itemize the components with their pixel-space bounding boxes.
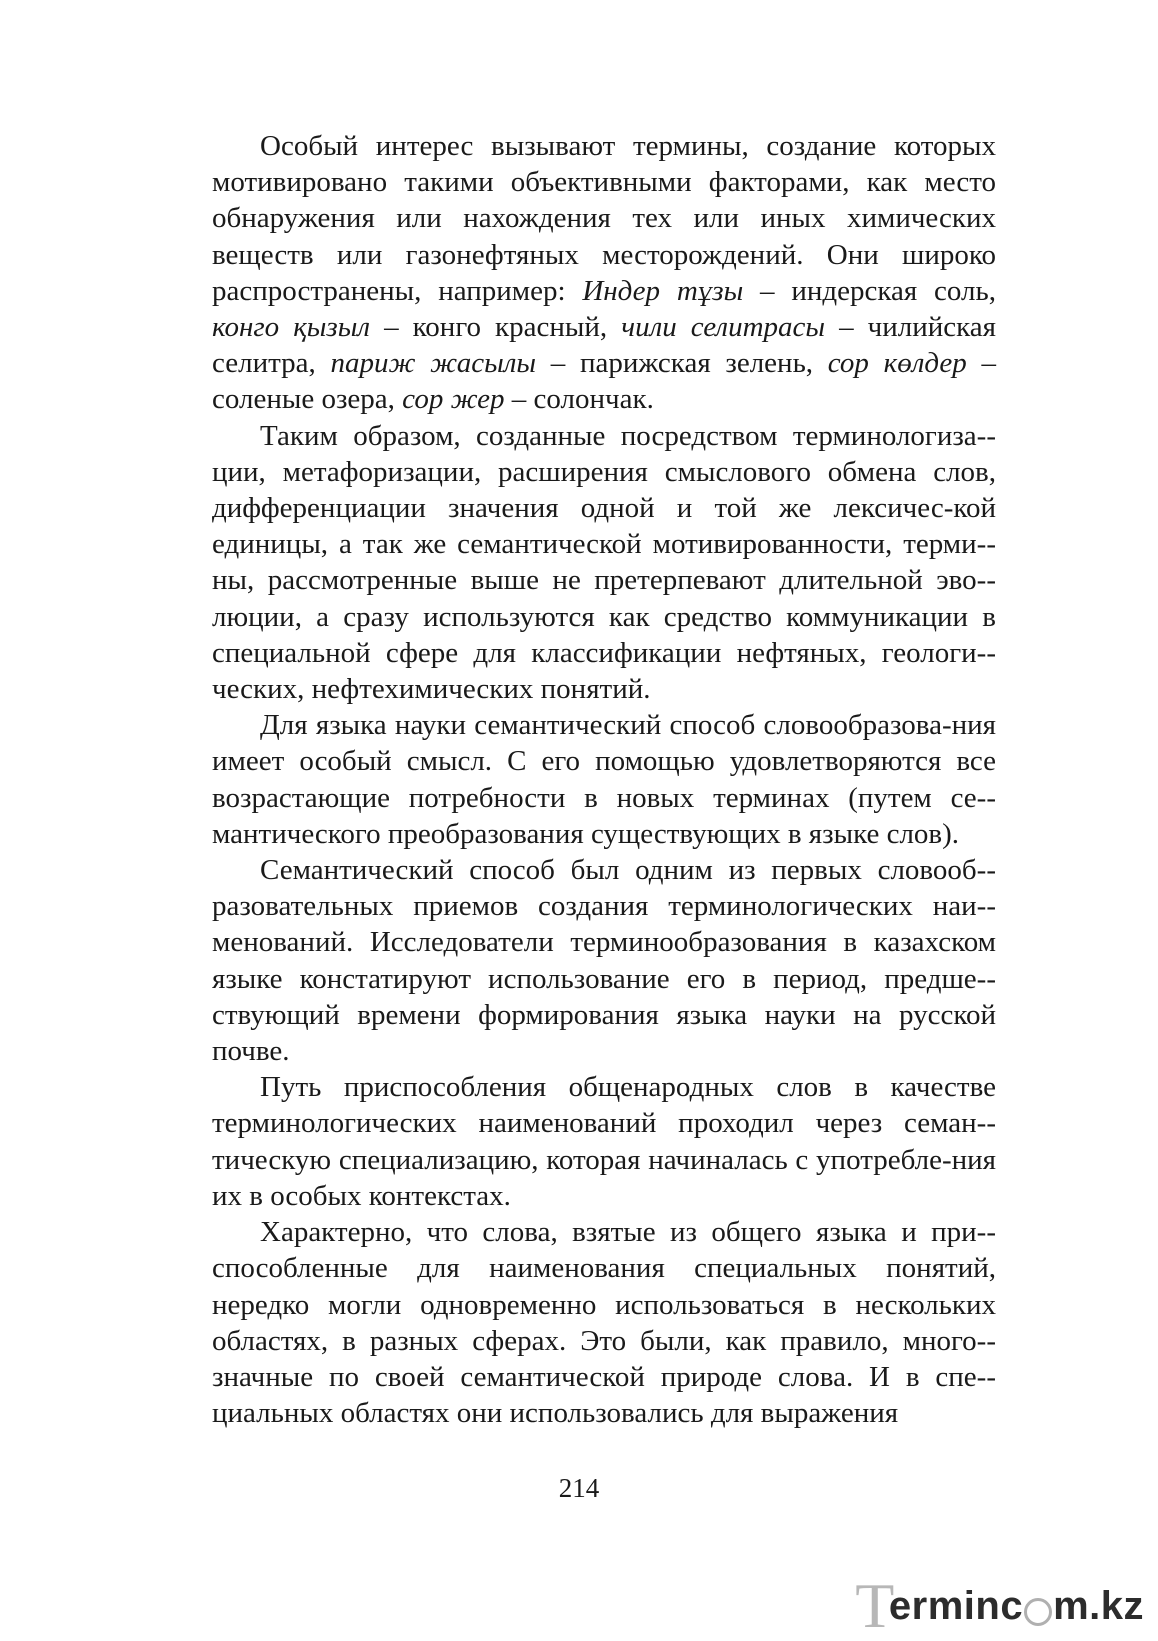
logo-letter: T [855,1570,895,1641]
text-run: – парижская зелень, [536,347,828,380]
italic-term: париж жасылы [330,347,537,380]
termincom-logo [855,1570,1144,1641]
italic-term: сор жер [402,383,505,416]
paragraph [212,1069,996,1214]
text-run: – конго красный, [370,311,622,344]
text-run: – индерская соль, [743,274,996,307]
text-run: Особый интерес вызывают термины, создание которых мотивировано такими объективными факторами, как место обнаружения или нахождения тех или иных химических веществ или газонефтяных месторождений. Они широко распространены, например: [212,130,996,307]
italic-term: чили селитрасы [621,311,826,344]
italic-term: конго қызыл [212,311,371,344]
text-run: Таким образом, созданные посредством терминологиза-ции, метафоризации, расширения смыслового обмена слов, дифференциации значения одной и той же лексичес-кой единицы, а так же семантической мотивированности, терми-ны, рассмотренные выше не претерпевают длительной эво-люции, а сразу используются как средство коммуникации в специальной сфере для классификации нефтяных, геологи-ческих, нефтехимических понятий. [212,419,996,706]
logo-text-part2: m.kz [1053,1584,1144,1628]
paragraph [212,852,996,1069]
text-run: – солончак. [504,383,654,416]
italic-term: Индер тұзы [582,274,744,307]
text-run: Путь приспособления общенародных слов в качестве терминологических наименований проходил через семан-тическую специализацию, которая начиналась с употребле-ния их в особых контекстах. [212,1071,996,1212]
text-run: Характерно, что слова, взятые из общего языка и при-способленные для наименования специальных понятий, нередко могли одновременно использоваться в нескольких областях, в разных сферах. Это были, как правило, много-значные по своей семантической природе слова. И в спе-циальных областях они использовались для выражения [212,1216,996,1430]
text-run: – соленые озера, [212,347,996,416]
italic-term: сор көлдер [827,347,967,380]
logo-text-part1: erminc [888,1584,1024,1628]
magnifier-icon [1024,1598,1052,1626]
paragraph [212,1214,996,1431]
paragraph [212,418,996,708]
text-run: Семантический способ был одним из первых словооб-разовательных приемов создания терминологических наи-менований. Исследователи терминообразования в казахском языке констатируют использование его в период, предше-ствующий времени формирования языка науки на русской почве. [212,854,996,1068]
paragraph [212,128,996,418]
text-run: Для языка науки семантический способ словообразова-ния имеет особый смысл. С его помощью удовлетворяются все возрастающие потребности в новых терминах (путем се-мантического преобразования существующих в языке слов). [212,709,996,850]
body-text [212,128,996,1431]
text-run: – чилийская селитра, [212,311,997,380]
paragraph [212,707,996,852]
page-number: 214 [558,1473,600,1503]
